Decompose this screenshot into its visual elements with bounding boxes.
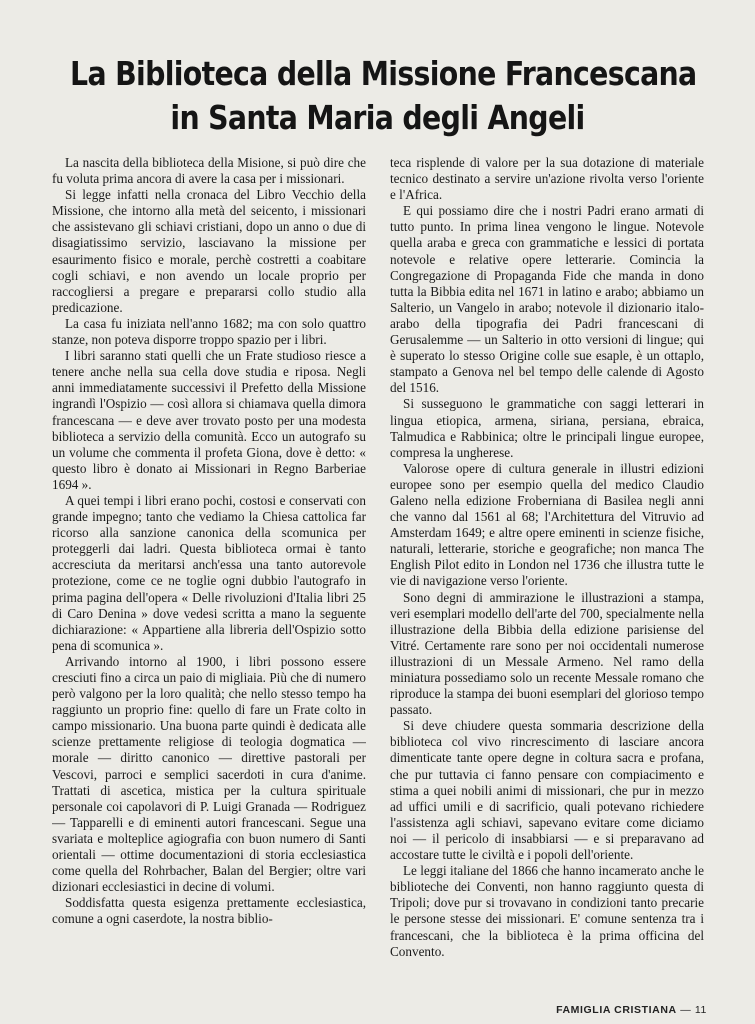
article-title-line-2: in Santa Maria degli Angeli — [170, 98, 585, 137]
page-footer — [556, 1004, 707, 1016]
paragraph: E qui possiamo dire che i nostri Padri erano armati di tutto punto. In prima linea vengono le lingue. Notevole quella araba e greca con grammatiche e lessici di portata notevole e relative opere letterarie. Comincia la Congregazione di Propaganda Fide che manda in dono tutta la Bibbia edita nel 1671 in latino e arabo; abbiamo un Salterio, un Vangelo in arabo; notevole il dizionario italo-arabo della tipografia dei Padri francescani di Gerusalemme — un Salterio in otto versioni di lingue; qui è superato lo stesso Origine colle sue esaple, è un ottaplo, stampato a Genova nel bel tempo delle calende di Agosto del 1516. — [390, 203, 704, 396]
left-column — [52, 155, 366, 975]
paragraph: Si deve chiudere questa sommaria descrizione della biblioteca col vivo rincrescimento di lasciare ancora dimenticate tante opere degne in coltura sacra e profana, che pur tuttavia ci fanno pensare con compiacimento e stima a quei nobili animi di missionari, che pur in mezzo ad uffici umili e di sacrificio, quali potevano richiedere l'assistenza agli schiavi, sapevano evitare come diciamo noi — il pericolo di insabbiarsi — e si preparavano ad accostare tutte le civiltà e i popoli dell'oriente. — [390, 718, 704, 863]
footer-separator: — — [680, 1004, 692, 1016]
paragraph: Arrivando intorno al 1900, i libri possono essere cresciuti fino a circa un paio di migliaia. Più che di numero però valgono per la loro qualità; che nello stesso tempo ha raggiunto un proprio fine: quello di fare un Frate colto in campo missionario. Una buona parte quindi è dedicata alle scienze prettamente religiose di teologia dogmatica — morale — diritto canonico — direttive pastorali per Vescovi, parroci e semplici sacerdoti in cura d'anime. Trattati di ascetica, mistica per la cultura spirituale personale coi capolavori di P. Luigi Granada — Rodriguez — Tapparelli e di eminenti autori francescani. Segue una svariata e molteplice agiografia con buon numero di Santi orientali — ottime documentazioni di storia ecclesiastica come quella del Rohrbacher, Balan del Bergier; oltre vari dizionari ecclesiastici in decine di volumi. — [52, 653, 366, 895]
article-title — [20, 52, 735, 140]
paragraph: Si susseguono le grammatiche con saggi letterari in lingua etiopica, armena, siriana, persiana, ebraica, Talmudica e Rabbinica; oltre le principali lingue europee, compresa la ungherese. — [390, 396, 704, 460]
paragraph: Valorose opere di cultura generale in illustri edizioni europee sono per esempio quella del medico Claudio Galeno nella edizione Froberniana di Basilea negli anni che vanno dal 1561 al 68; l'Architettura del Vitruvio ad Amsterdam 1649; e altre opere eminenti in scienze fisiche, naturali, letterarie, storiche e geografiche; non manca The English Pilot edito in London nel 1736 che illustra tutte le vie di navigazione verso l'oriente. — [390, 460, 704, 589]
magazine-name: FAMIGLIA CRISTIANA — [556, 1004, 677, 1016]
paragraph: La nascita della biblioteca della Misione, si può dire che fu voluta prima ancora di avere la casa per i missionari. — [52, 155, 366, 187]
paragraph: I libri saranno stati quelli che un Frate studioso riesce a tenere anche nella sua cella dove studia e riposa. Negli anni immediatamente successivi il Prefetto della Missione ingrandì l'Ospizio — così allora si chiamava quella dimora francescana — e deve aver trovato posto per una modesta biblioteca a servizio della comunità. Ecco un autografo su un volume che commenta il profeta Giona, dove è detto: « questo libro è donato ai Missionari in Regno Barberiae 1694 ». — [52, 348, 366, 492]
paragraph: La casa fu iniziata nell'anno 1682; ma con solo quattro stanze, non poteva disporre troppo spazio per i libri. — [52, 315, 366, 348]
article-title-line-1: La Biblioteca della Missione Francescana — [70, 54, 697, 93]
paragraph: Le leggi italiane del 1866 che hanno incamerato anche le biblioteche dei Conventi, non hanno raggiunto questa di Tripoli; dove pur si trovavano in condizioni tanto precarie le persone stesse dei missionari. E' comune sentenza tra i francescani, che la biblioteca è la prima officina del Convento. — [390, 863, 704, 959]
article-body — [52, 155, 704, 975]
right-column — [390, 155, 704, 975]
paragraph: Si legge infatti nella cronaca del Libro Vecchio della Missione, che intorno alla metà del seicento, i missionari che assistevano gli schiavi cristiani, dopo un anno o due di disagiatissimo servizio, lasciavano la missione per esaurimento fisico e morale, perchè costretti a coabitare cogli schiavi, e non avendo un locale proprio per raccogliersi a pregare e prepararsi collo studio alla predicazione. — [52, 187, 366, 315]
page-number: 11 — [694, 1004, 707, 1016]
paragraph-continued: teca risplende di valore per la sua dotazione di materiale tecnico destinato a servire un'azione rivolta verso l'oriente e l'Africa. — [390, 155, 704, 203]
paragraph: A quei tempi i libri erano pochi, costosi e conservati con grande impegno; tanto che vediamo la Chiesa cattolica far ricorso alla sanzione canonica della scomunica per proteggerli dai ladri. Questa biblioteca ormai è tanto accresciuta da meritarsi anch'essa una tanto autorevole protezione, come ce ne toglie ogni dubbio l'autografo in prima pagina dell'opera « Delle rivoluzioni d'Italia libri 25 di Caro Denina » dove vedesi scritta a mano la seguente dichiarazione: « Appartiene alla libreria dell'Ospizio sotto pena di scomunica ». — [52, 492, 366, 653]
paragraph: Sono degni di ammirazione le illustrazioni a stampa, veri esemplari modello dell'arte del 700, specialmente nella illustrazione della Bibbia della edizione parisiense del Vitré. Certamente rare sono per noi occidentali numerose illustrazioni di un Messale Armeno. Nel ramo della miniatura possediamo solo un recente Messale romano che riproduce la stampa dei buoni esemplari del glorioso tempo passato. — [390, 589, 704, 718]
paragraph: Soddisfatta questa esigenza prettamente ecclesiastica, comune a ogni caserdote, la nostra biblio- — [52, 895, 366, 927]
